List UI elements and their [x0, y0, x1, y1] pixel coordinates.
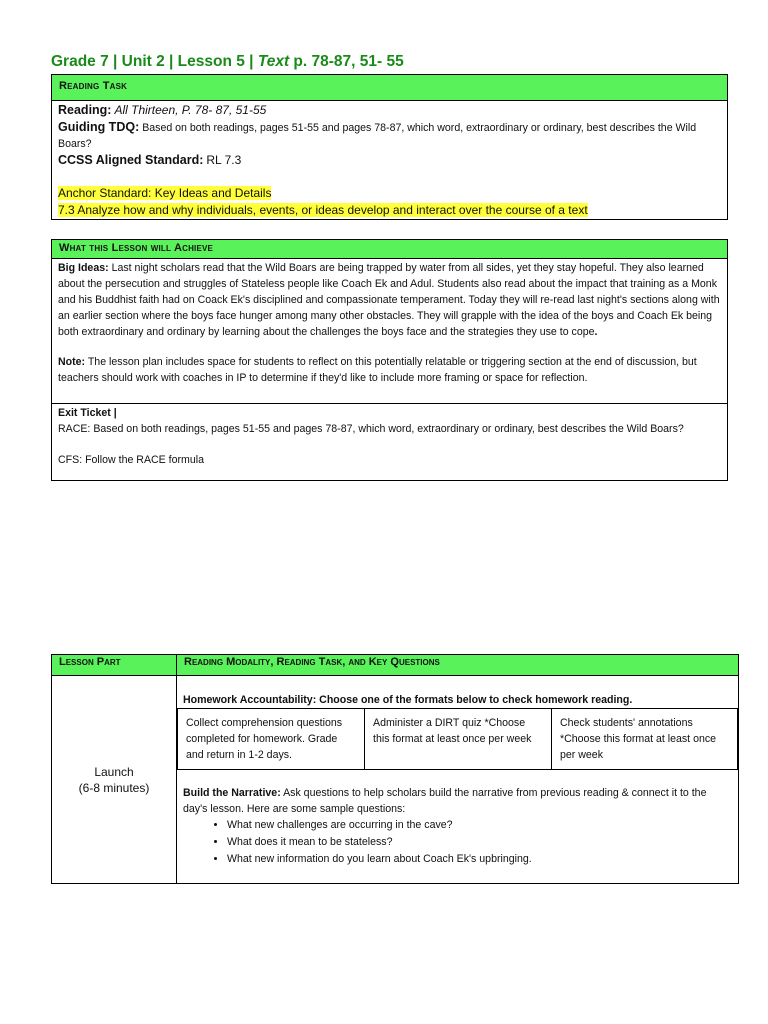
homework-heading: Homework Accountability: Choose one of the formats below to check homework reading. — [183, 694, 633, 706]
format-option: Administer a DIRT quiz *Choose this format at least once per week — [365, 709, 552, 770]
tdq-value: Based on both readings, pages 51-55 and pages 78-87, which word, extraordinary or ordinary, best describes the Wild Boars? — [58, 122, 697, 150]
build-narrative — [177, 770, 738, 874]
title-grade: Grade 7 | Unit 2 | Lesson 5 | — [51, 53, 258, 70]
list-item: • What new information do you learn about Coach Ek's upbringing. — [227, 851, 732, 868]
format-option: Check students' annotations *Choose this format at least once per week — [552, 709, 738, 770]
reading-task-header: Reading Task — [52, 75, 727, 101]
big-ideas-end: . — [594, 326, 598, 338]
reading-task-section — [51, 74, 728, 220]
exit-ticket-text: RACE: Based on both readings, pages 51-55 and pages 78-87, which word, extraordinary or ordinary, best describes the Wild Boars? — [58, 423, 684, 435]
format-option: Collect comprehension questions completed for homework. Grade and return in 1-2 days. — [178, 709, 365, 770]
tdq-line — [58, 119, 721, 152]
ccss-value: RL 7.3 — [206, 153, 242, 167]
lesson-part-cell — [52, 676, 177, 884]
ccss-label: CCSS Aligned Standard: — [58, 153, 204, 167]
reading-line — [58, 102, 721, 119]
achieve-section — [51, 239, 728, 481]
tdq-label: Guiding TDQ: — [58, 120, 140, 134]
lesson-plan-table — [51, 654, 739, 884]
big-ideas-text: Last night scholars read that the Wild Boars are being trapped by water from all sides, yet they stay hopeful. They also learned about the persecution and struggles of Stateless people like Coach Ek and Adul. Students also read about the impact that training as a Monk and his Buddhist faith had on Coack Ek's disciplined and compassionate temperament. Today they will re-read last night's sections along with an earlier section where the boys face hunger among many other obstacles. They will grapple with the idea of the boys and Coach Ek being both extraordinary and ordinary by learning about the challenges the boys face and the strategies they use to cope — [58, 262, 720, 338]
standard-text: 7.3 Analyze how and why individuals, events, or ideas develop and interact over the course of a text — [58, 203, 588, 217]
note — [58, 354, 721, 386]
lesson-part-name: Launch — [94, 764, 134, 779]
lesson-part-time: (6-8 minutes) — [78, 780, 150, 795]
big-ideas — [58, 260, 721, 340]
col-header-lesson-part: Lesson Part — [52, 655, 177, 676]
narrative-text: Ask questions to help scholars build the narrative from previous reading & connect it to the day's lesson. Here are some sample questions: — [183, 787, 707, 815]
sample-questions — [183, 817, 732, 868]
lesson-content-cell — [177, 676, 739, 884]
page-title — [51, 53, 404, 71]
exit-ticket-label: Exit Ticket | — [58, 407, 117, 419]
list-item: • What new challenges are occurring in the cave? — [227, 817, 732, 834]
list-item: • What does it mean to be stateless? — [227, 834, 732, 851]
ccss-line — [58, 152, 721, 169]
title-pages: p. 78-87, 51- 55 — [289, 53, 404, 70]
homework-formats — [177, 708, 738, 770]
note-text: The lesson plan includes space for students to reflect on this potentially relatable or triggering section at the end of discussion, but teachers should work with coaches in IP to determine if they'd like to include more framing or space for reflection. — [58, 356, 697, 384]
cfs-text: CFS: Follow the RACE formula — [58, 454, 205, 466]
col-header-reading-modality: Reading Modality, Reading Task, and Key Questions — [177, 655, 739, 676]
note-label: Note: — [58, 356, 86, 368]
reading-value: All Thirteen, P. 78- 87, 51-55 — [114, 103, 267, 117]
narrative-label: Build the Narrative: — [183, 787, 281, 799]
anchor-standard: Anchor Standard: Key Ideas and Details — [58, 186, 272, 200]
big-ideas-label: Big Ideas: — [58, 262, 109, 274]
achieve-header: What this Lesson will Achieve — [52, 240, 727, 259]
reading-label: Reading: — [58, 103, 112, 117]
title-text-word: Text — [257, 53, 290, 70]
